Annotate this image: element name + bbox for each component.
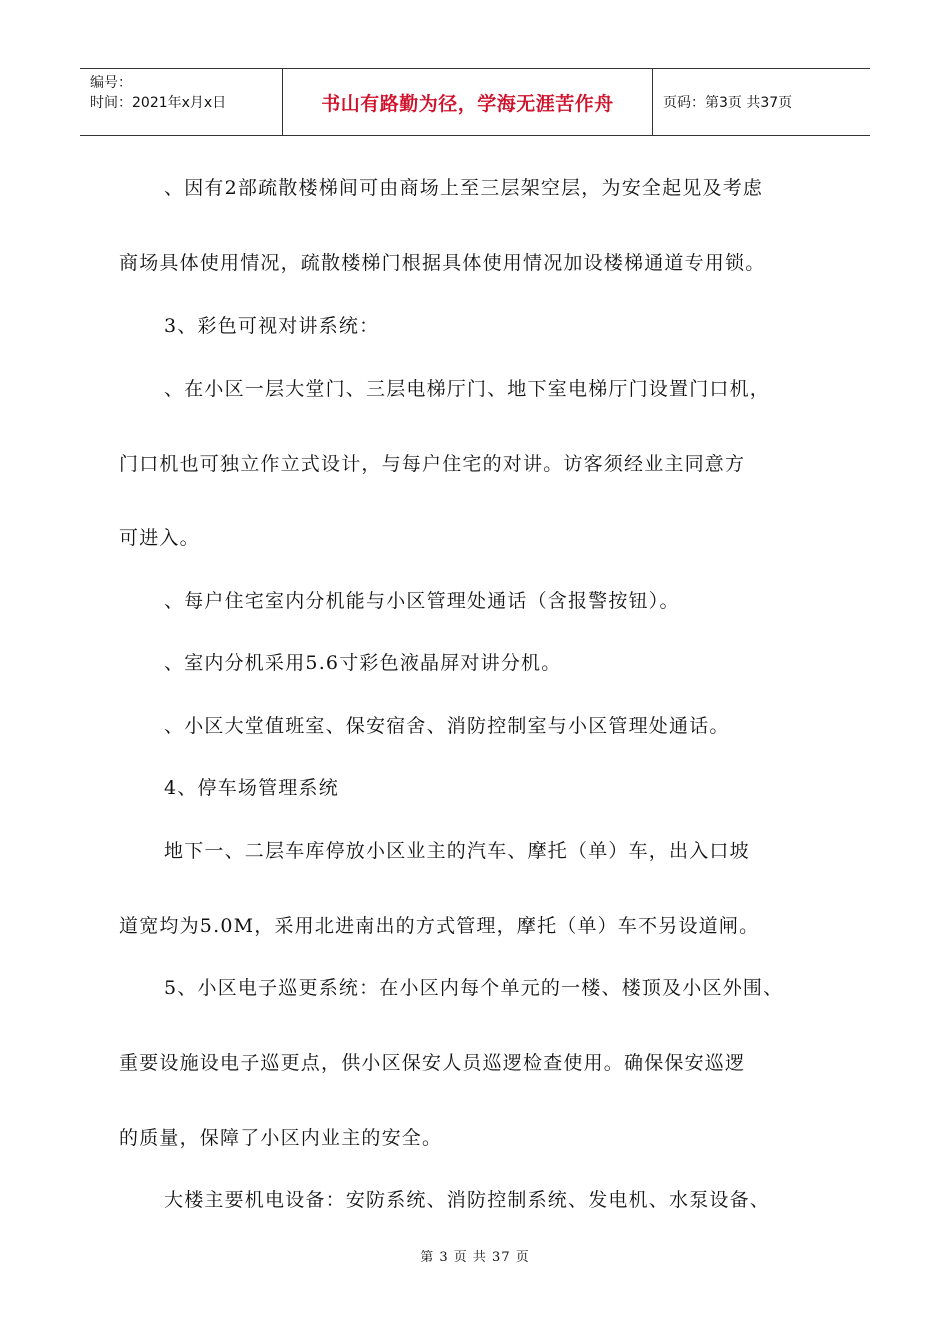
body-line-12: 道宽均为5.0M，采用北进南出的方式管理，摩托（单）车不另设道闸。 (119, 915, 760, 937)
document-time: 时间：2021年x月x日 (90, 95, 227, 111)
header-motto: 书山有路勤为径，学海无涯苦作舟 (282, 69, 653, 135)
page-footer: 第 3 页 共 37 页 (420, 1250, 530, 1265)
body-line-9: 、小区大堂值班室、保安宿舍、消防控制室与小区管理处通话。 (164, 715, 730, 737)
body-line-10: 4、停车场管理系统 (164, 777, 339, 799)
body-line-16: 大楼主要机电设备：安防系统、消防控制系统、发电机、水泵设备、 (164, 1189, 771, 1211)
body-line-8: 、室内分机采用5.6寸彩色液晶屏对讲分机。 (164, 652, 562, 674)
body-line-2: 商场具体使用情况，疏散楼梯门根据具体使用情况加设楼梯通道专用锁。 (119, 252, 766, 274)
page-header (80, 68, 870, 136)
body-line-6: 可进入。 (119, 527, 200, 549)
body-line-4: 、在小区一层大堂门、三层电梯厅门、地下室电梯厅门设置门口机， (164, 378, 771, 400)
body-line-3: 3、彩色可视对讲系统： (164, 315, 380, 337)
body-line-11: 地下一、二层车库停放小区业主的汽车、摩托（单）车，出入口坡 (164, 840, 750, 862)
document-number: 编号： (90, 75, 132, 91)
body-line-1: 、因有2部疏散楼梯间可由商场上至三层架空层，为安全起见及考虑 (164, 177, 764, 199)
header-page-info: 页码：第3页 共37页 (663, 95, 793, 111)
body-line-5: 门口机也可独立作立式设计，与每户住宅的对讲。访客须经业主同意方 (119, 453, 746, 475)
body-line-13: 5、小区电子巡更系统：在小区内每个单元的一楼、楼顶及小区外围、 (164, 977, 784, 999)
header-meta (80, 69, 282, 135)
body-line-15: 的质量，保障了小区内业主的安全。 (119, 1127, 443, 1149)
body-line-7: 、每户住宅室内分机能与小区管理处通话（含报警按钮）。 (164, 590, 680, 612)
body-line-14: 重要设施设电子巡更点，供小区保安人员巡逻检查使用。确保保安巡逻 (119, 1052, 746, 1074)
